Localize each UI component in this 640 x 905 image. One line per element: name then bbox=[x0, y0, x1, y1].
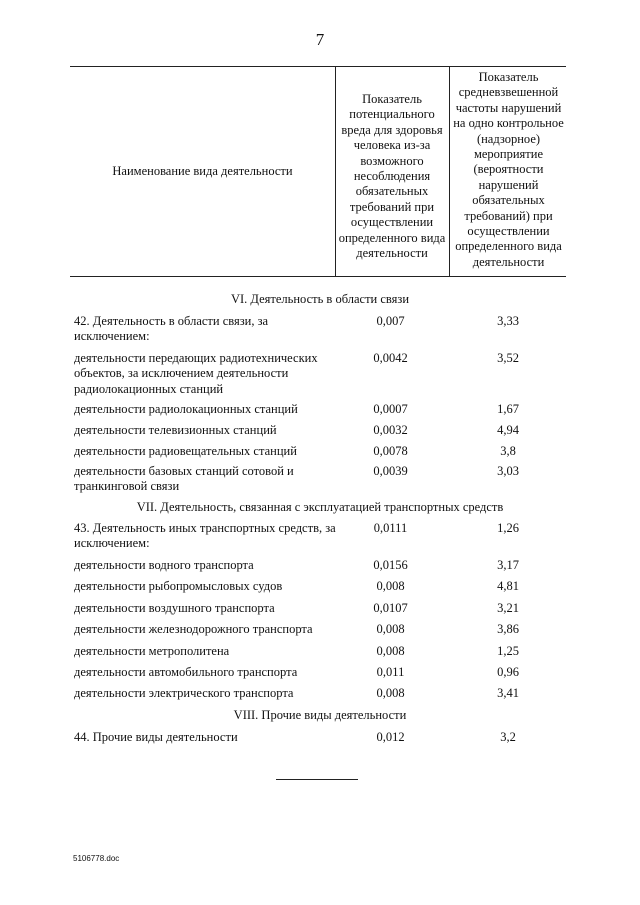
frequency-value: 3,21 bbox=[497, 601, 519, 615]
frequency-value: 3,2 bbox=[500, 730, 516, 744]
frequency-value: 3,86 bbox=[497, 622, 519, 636]
harm-value: 0,0078 bbox=[373, 444, 408, 458]
page-number: 7 bbox=[315, 30, 325, 49]
frequency-value: 3,8 bbox=[500, 444, 516, 458]
header-top-border bbox=[70, 66, 566, 67]
harm-value: 0,0107 bbox=[373, 601, 408, 615]
activity-name: деятельности рыбопромысловых судов bbox=[74, 579, 283, 593]
frequency-value: 4,94 bbox=[497, 423, 519, 437]
section-title: VIII. Прочие виды деятельности bbox=[233, 708, 407, 722]
activity-name: деятельности железнодорожного транспорта bbox=[74, 622, 313, 636]
activity-name: деятельности радиовещательных станций bbox=[74, 444, 297, 458]
harm-value: 0,008 bbox=[376, 622, 405, 636]
harm-value: 0,0032 bbox=[373, 423, 408, 437]
frequency-value: 3,17 bbox=[497, 558, 519, 572]
frequency-value: 1,26 bbox=[497, 521, 519, 535]
frequency-value: 3,41 bbox=[497, 686, 519, 700]
header-divider-2 bbox=[449, 66, 450, 277]
harm-value: 0,0039 bbox=[373, 464, 408, 478]
activity-name: деятельности радиолокационных станций bbox=[74, 402, 298, 416]
activity-name: деятельности базовых станций сотовой и транкинговой связи bbox=[74, 464, 294, 494]
frequency-value: 3,33 bbox=[497, 314, 519, 328]
frequency-value: 1,25 bbox=[497, 644, 519, 658]
file-name-footer: 5106778.doc bbox=[73, 854, 120, 863]
activity-name: деятельности метрополитена bbox=[74, 644, 230, 658]
harm-value: 0,008 bbox=[376, 686, 405, 700]
harm-value: 0,007 bbox=[376, 314, 405, 328]
harm-value: 0,012 bbox=[376, 730, 405, 744]
frequency-value: 4,81 bbox=[497, 579, 519, 593]
activity-name: деятельности телевизионных станций bbox=[74, 423, 277, 437]
harm-value: 0,0111 bbox=[373, 521, 408, 535]
activity-name: деятельности электрического транспорта bbox=[74, 686, 294, 700]
section-title: VII. Деятельность, связанная с эксплуатацией транспортных средств bbox=[136, 500, 504, 514]
activity-name: 42. Деятельность в области связи, за исключением: bbox=[74, 314, 269, 344]
harm-value: 0,0042 bbox=[373, 351, 408, 365]
header-potential-harm: Показатель потенциального вреда для здоровья человека из-за возможного несоблюдения обязательных требований при осуществлении определенного вида деятельности bbox=[338, 92, 446, 261]
section-title: VI. Деятельность в области связи bbox=[230, 292, 410, 306]
header-activity-name: Наименование вида деятельности bbox=[112, 164, 293, 178]
frequency-value: 0,96 bbox=[497, 665, 519, 679]
harm-value: 0,0156 bbox=[373, 558, 408, 572]
frequency-value: 3,52 bbox=[497, 351, 519, 365]
activity-name: деятельности автомобильного транспорта bbox=[74, 665, 298, 679]
activity-name: 44. Прочие виды деятельности bbox=[74, 730, 238, 744]
activity-name: деятельности водного транспорта bbox=[74, 558, 254, 572]
header-violation-frequency: Показатель средневзвешенной частоты нарушений на одно контрольное (надзорное) мероприятие (вероятности нарушений обязательных требований) при осуществлении определенного вида деятельности bbox=[453, 70, 564, 269]
activity-name: деятельности передающих радиотехнических объектов, за исключением деятельности радиолокационных станций bbox=[74, 351, 318, 396]
harm-value: 0,0007 bbox=[373, 402, 408, 416]
harm-value: 0,011 bbox=[376, 665, 405, 679]
activity-name: деятельности воздушного транспорта bbox=[74, 601, 275, 615]
harm-value: 0,008 bbox=[376, 579, 405, 593]
harm-value: 0,008 bbox=[376, 644, 405, 658]
frequency-value: 3,03 bbox=[497, 464, 519, 478]
header-bottom-border bbox=[70, 276, 566, 277]
frequency-value: 1,67 bbox=[497, 402, 519, 416]
header-divider-1 bbox=[335, 66, 336, 277]
activity-name: 43. Деятельность иных транспортных средств, за исключением: bbox=[74, 521, 336, 551]
closing-rule bbox=[276, 779, 358, 780]
